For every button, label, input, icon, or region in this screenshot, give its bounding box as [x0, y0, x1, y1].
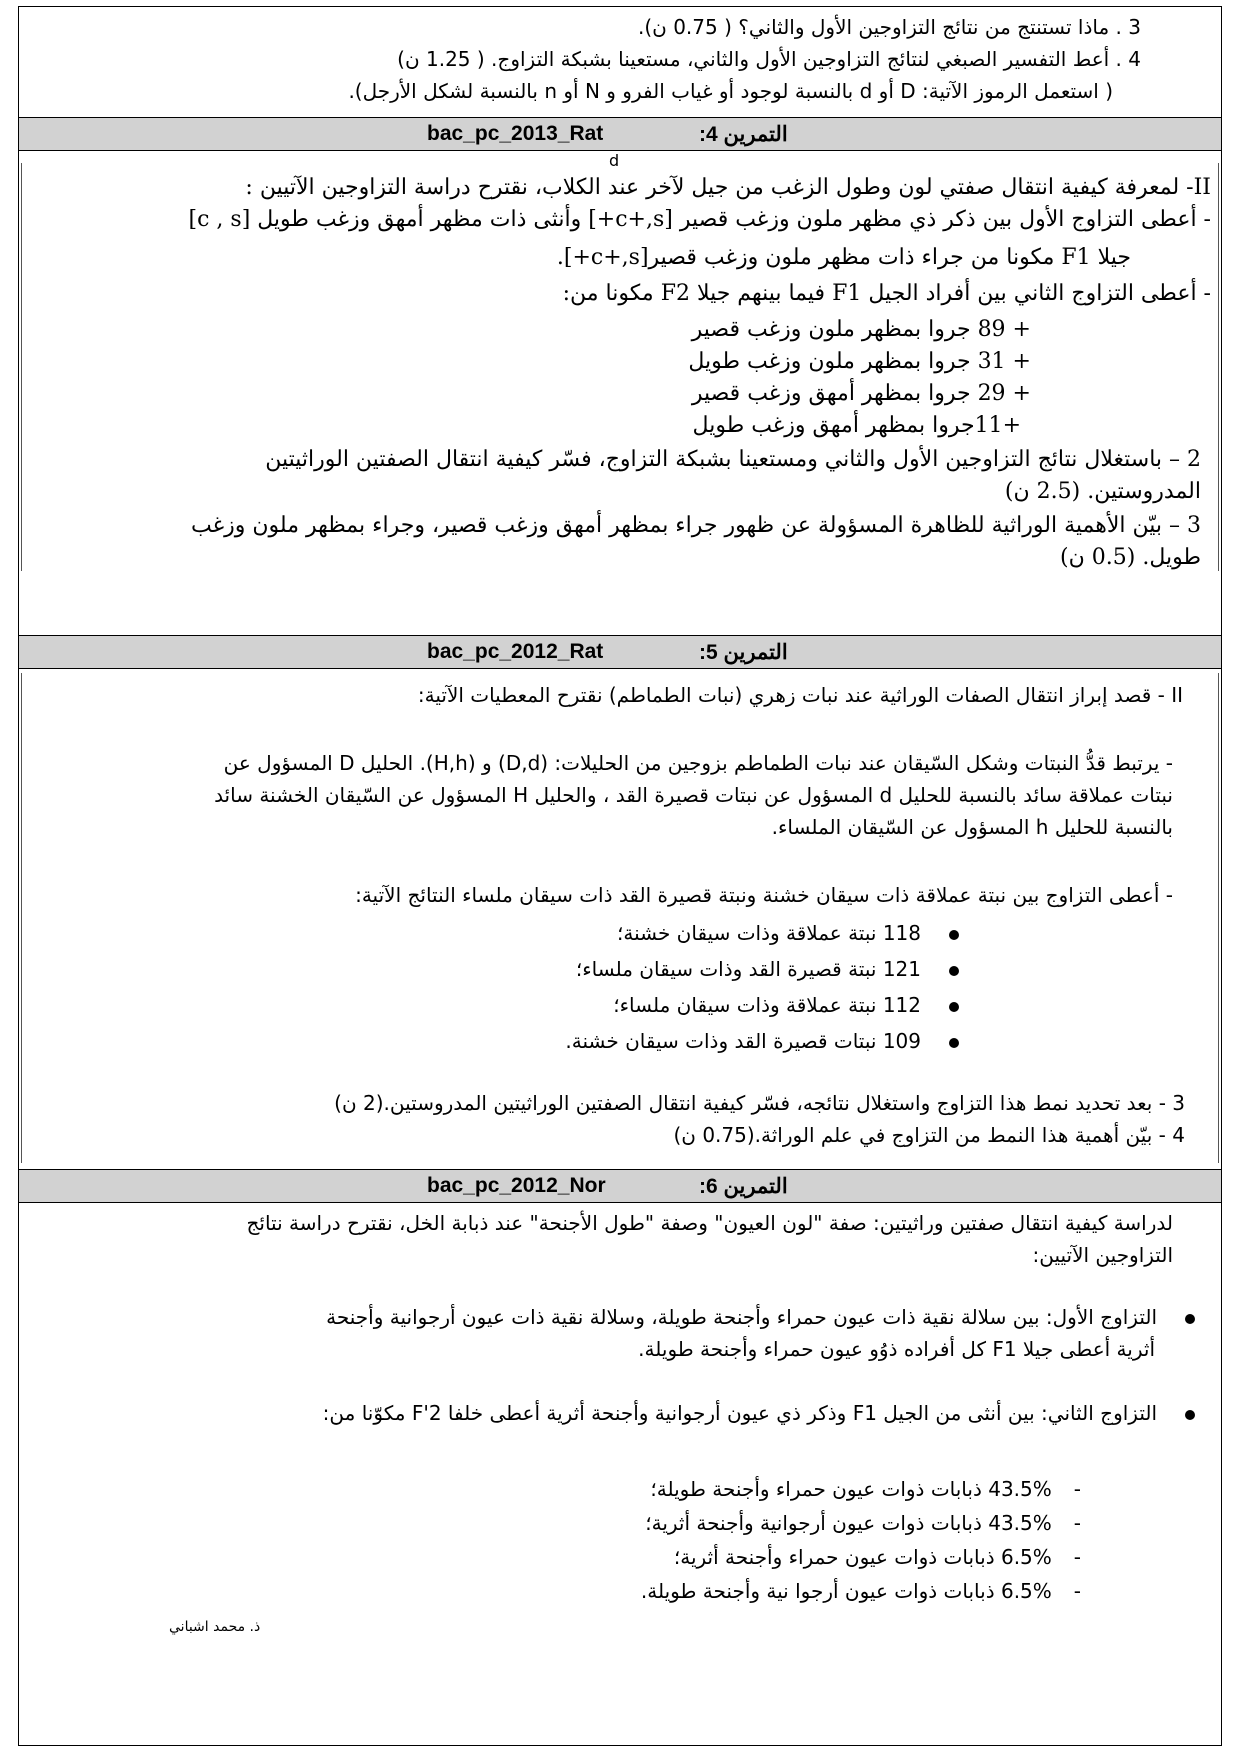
- bullet-icon: [1185, 1314, 1195, 1324]
- exercise-4-q2-b: المدروستين. (2.5 ن): [1004, 479, 1201, 504]
- exercise-4-result: + 31 جروا بمظهر ملون وزغب طويل: [688, 349, 1031, 374]
- exercise-6-result: 6.5% ذبابات ذوات عيون حمراء وأجنحة أثرية؛: [673, 1545, 1052, 1569]
- bullet-icon: [949, 1002, 959, 1012]
- exercise-4-q3-b: طويل. (0.5 ن): [1060, 545, 1201, 570]
- exercise-5-result-item: [576, 955, 959, 983]
- exercise-6-result: 43.5% ذبابات ذوات عيون حمراء وأجنحة طويلة؛: [650, 1477, 1052, 1501]
- bullet-icon: [1185, 1410, 1195, 1420]
- exercise-5-p1-c: بالنسبة للحليل h المسؤول عن السّيقان الملساء.: [771, 815, 1173, 839]
- exercise-4-result: + 29 جروا بمظهر أمهق وزغب قصير: [691, 381, 1031, 406]
- exercise-4-intro: II- لمعرفة كيفية انتقال صفتي لون وطول الزغب من جيل لآخر عند الكلاب، نقترح دراسة التزاوجين الآتيين :: [245, 175, 1211, 200]
- exercise-5-q3: 3 - بعد تحديد نمط هذا التزاوج واستغلال نتائجه، فسّر كيفية انتقال الصفتين الوراثيتين المدروستين.(2 ن): [334, 1091, 1185, 1115]
- exercise-4-result: +11جروا بمظهر أمهق وزغب طويل: [692, 413, 1021, 438]
- exercise-4-code: bac_pc_2013_Rat: [427, 122, 604, 145]
- top-block: [19, 7, 1221, 117]
- exercise-6-cross2-item: [323, 1399, 1195, 1427]
- dash-icon: -: [1073, 1511, 1081, 1535]
- exercise-6-cross1-b: أثرية أعطى جيلا F1 كل أفراده ذوُو عيون حمراء وأجنحة طويلة.: [638, 1337, 1155, 1361]
- exercise-5-result: 109 نبتات قصيرة القد وذات سيقان خشنة.: [565, 1029, 921, 1053]
- exercise-5-p1-a: - يرتبط قدُّ النبتات وشكل السّيقان عند نبات الطماطم بزوجين من الحليلات: (D,d) و (H,h). الحليل D المسؤول عن: [223, 751, 1173, 775]
- exercise-4-header: [19, 117, 1221, 151]
- exercise-5-result: 118 نبتة عملاقة وذات سيقان خشنة؛: [616, 921, 921, 945]
- top-question-4: 4 . أعط التفسير الصبغي لنتائج التزاوجين الأول والثاني، مستعينا بشبكة التزاوج. ( 1.25 ن): [397, 47, 1141, 71]
- exercise-6-code: bac_pc_2012_Nor: [427, 1174, 606, 1197]
- exercise-6-cross1-item: [326, 1303, 1195, 1331]
- exercise-4-q3-a: 3 – بيّن الأهمية الوراثية للظاهرة المسؤولة عن ظهور جراء بمظهر أمهق وزغب قصير، وجراء بمظهر ملون وزغب: [191, 513, 1201, 538]
- exercise-5-q4: 4 - بيّن أهمية هذا النمط من التزاوج في علم الوراثة.(0.75 ن): [673, 1123, 1185, 1147]
- exercise-5-result-item: [613, 991, 959, 1019]
- bullet-icon: [949, 966, 959, 976]
- exercise-5-result: 112 نبتة عملاقة وذات سيقان ملساء؛: [613, 993, 921, 1017]
- exercise-5-p1-b: نبتات عملاقة سائد بالنسبة للحليل d المسؤول عن نبتات قصيرة القد ، والحليل H المسؤول عن السّيقان الخشنة سائد: [214, 783, 1173, 807]
- exercise-6-result: 6.5% ذبابات ذوات عيون أرجوا نية وأجنحة طويلة.: [640, 1579, 1052, 1603]
- exercise-6-result-item: [645, 1509, 1081, 1537]
- stray-mark: d: [609, 151, 620, 170]
- exercise-4-q2-a: 2 – باستغلال نتائج التزاوجين الأول والثاني ومستعينا بشبكة التزاوج، فسّر كيفية انتقال الصفتين الوراثيتين: [265, 447, 1201, 472]
- document-page: [18, 6, 1222, 1746]
- exercise-4-body: [19, 151, 1221, 571]
- dash-icon: -: [1073, 1545, 1081, 1569]
- top-note: ( استعمل الرموز الآتية: D أو d بالنسبة لوجود أو غياب الفرو و N أو n بالنسبة لشكل الأرجل).: [348, 79, 1113, 103]
- exercise-4-result: + 89 جروا بمظهر ملون وزغب قصير: [691, 317, 1031, 342]
- exercise-5-p2: - أعطى التزاوج بين نبتة عملاقة ذات سيقان خشنة ونبتة قصيرة القد ذات سيقان ملساء النتائج الآتية:: [355, 883, 1173, 907]
- exercise-6-result-item: [650, 1475, 1081, 1503]
- exercise-5-header: [19, 635, 1221, 669]
- exercise-5-result-item: [617, 919, 959, 947]
- bullet-icon: [949, 1038, 959, 1048]
- bullet-icon: [949, 930, 959, 940]
- exercise-5-body: [19, 669, 1221, 1169]
- exercise-5-result-item: [565, 1027, 959, 1055]
- exercise-4-label: التمرين 4:: [699, 123, 788, 146]
- exercise-6-result-item: [641, 1577, 1081, 1605]
- exercise-5-intro: II - قصد إبراز انتقال الصفات الوراثية عند نبات زهري (نبات الطماطم) نقترح المعطيات الآتية:: [417, 683, 1183, 707]
- exercise-4-cross1-a: - أعطى التزاوج الأول بين ذكر ذي مظهر ملون وزغب قصير [c+,s+] وأنثى ذات مظهر أمهق وزغب طويل [c , s]: [188, 207, 1211, 232]
- exercise-5-result: 121 نبتة قصيرة القد وذات سيقان ملساء؛: [575, 957, 921, 981]
- top-question-3: 3 . ماذا تستنتج من نتائج التزاوجين الأول والثاني؟ ( 0.75 ن).: [637, 15, 1141, 39]
- dash-icon: -: [1073, 1477, 1081, 1501]
- exercise-6-intro-b: التزاوجين الآتيين:: [1032, 1243, 1173, 1267]
- exercise-6-intro-a: لدراسة كيفية انتقال صفتين وراثيتين: صفة "لون العيون" وصفة "طول الأجنحة" عند ذبابة الخل، نقترح دراسة نتائج: [246, 1211, 1173, 1235]
- author-signature: ذ. محمد اشباني: [169, 1619, 261, 1635]
- exercise-4-cross1-b: جيلا F1 مكونا من جراء ذات مظهر ملون وزغب قصير[c+,s+].: [556, 245, 1131, 270]
- exercise-6-result-item: [674, 1543, 1081, 1571]
- exercise-5-code: bac_pc_2012_Rat: [427, 640, 604, 663]
- exercise-6-result: 43.5% ذبابات ذوات عيون أرجوانية وأجنحة أثرية؛: [645, 1511, 1052, 1535]
- exercise-6-body: [19, 1203, 1221, 1743]
- exercise-6-cross2: التزاوج الثاني: بين أنثى من الجيل F1 وذكر ذي عيون أرجوانية وأجنحة أثرية أعطى خلفا F'2 مكوّنا من:: [322, 1401, 1157, 1425]
- exercise-5-label: التمرين 5:: [699, 641, 788, 664]
- exercise-6-label: التمرين 6:: [699, 1175, 788, 1198]
- dash-icon: -: [1073, 1579, 1081, 1603]
- exercise-4-cross2: - أعطى التزاوج الثاني بين أفراد الجيل F1 فيما بينهم جيلا F2 مكونا من:: [562, 281, 1211, 306]
- exercise-6-header: [19, 1169, 1221, 1203]
- exercise-6-cross1-a: التزاوج الأول: بين سلالة نقية ذات عيون حمراء وأجنحة طويلة، وسلالة نقية ذات عيون أرجوانية وأجنحة: [326, 1305, 1157, 1329]
